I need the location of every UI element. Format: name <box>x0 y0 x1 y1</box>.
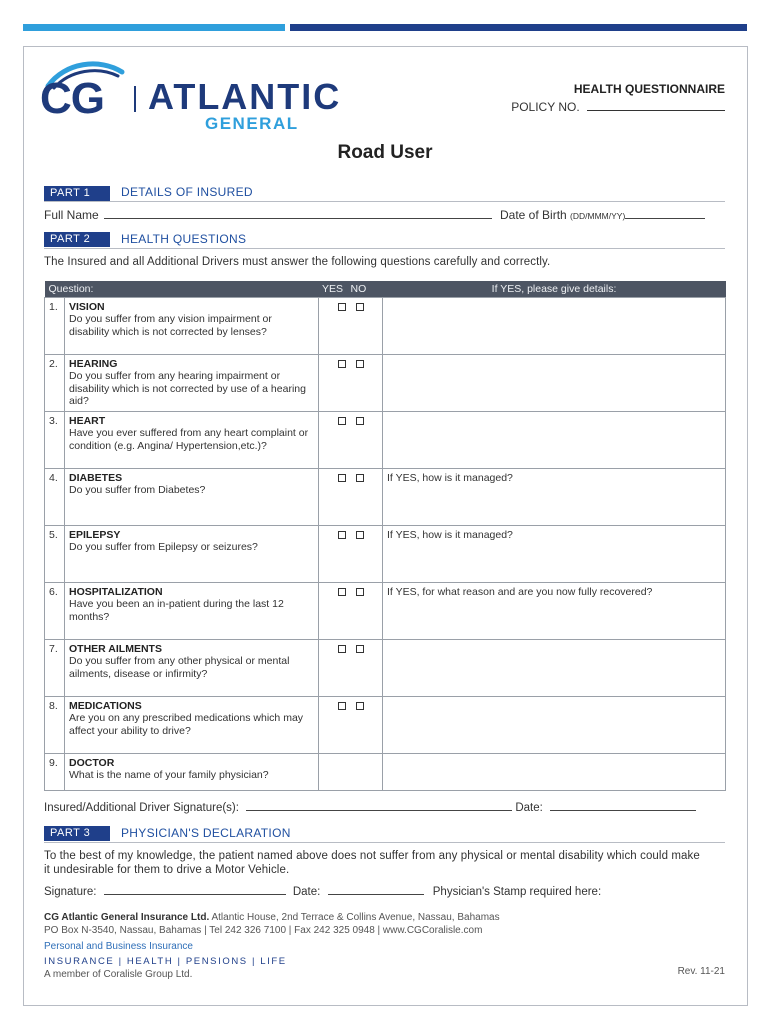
question-number: 7. <box>45 639 65 696</box>
footer-address1: Atlantic House, 2nd Terrace & Collins Avenue, Nassau, Bahamas <box>211 912 500 923</box>
no-checkbox[interactable] <box>356 360 364 368</box>
question-cell <box>65 753 319 790</box>
form-title: HEALTH QUESTIONNAIRE <box>573 82 725 96</box>
yes-no-cell-empty <box>319 753 383 790</box>
insured-date-label: Date: <box>515 802 543 814</box>
no-checkbox[interactable] <box>356 702 364 710</box>
table-row <box>45 525 726 582</box>
question-cell <box>65 354 319 411</box>
insured-signature-field <box>44 801 696 814</box>
question-text: What is the name of your family physician? <box>69 769 269 781</box>
details-cell[interactable] <box>383 753 726 790</box>
col-details-header: If YES, please give details: <box>383 281 726 297</box>
table-row <box>45 354 726 411</box>
health-questions-table <box>44 281 726 791</box>
part3-rule <box>44 842 725 843</box>
physician-signature-row <box>44 885 601 898</box>
part2-instructions: The Insured and all Additional Drivers must answer the following questions carefully and correctly. <box>44 256 551 268</box>
insured-date-input[interactable] <box>550 801 696 811</box>
physician-signature-input[interactable] <box>104 885 286 895</box>
question-text: Do you suffer from any other physical or mental ailments, disease or infirmity? <box>69 655 290 680</box>
no-checkbox[interactable] <box>356 303 364 311</box>
col-no-header: NO <box>347 281 383 297</box>
part1-tag: PART 1 <box>44 186 110 201</box>
question-cell <box>65 582 319 639</box>
col-yes-header: YES <box>319 281 347 297</box>
question-number: 6. <box>45 582 65 639</box>
no-checkbox[interactable] <box>356 474 364 482</box>
question-number: 9. <box>45 753 65 790</box>
logo-atlantic-text: ATLANTIC <box>148 76 342 117</box>
question-text: Do you suffer from any vision impairment or disability which is not corrected by lenses? <box>69 313 272 338</box>
yes-no-cell <box>319 354 383 411</box>
physician-date-label: Date: <box>292 886 321 898</box>
yes-no-cell <box>319 582 383 639</box>
yes-checkbox[interactable] <box>338 303 346 311</box>
footer-member: A member of Coralisle Group Ltd. <box>44 969 193 980</box>
table-row <box>45 639 726 696</box>
question-title: MEDICATIONS <box>69 699 142 712</box>
part1-label: DETAILS OF INSURED <box>121 185 253 199</box>
policy-number-label: POLICY NO. <box>511 100 580 114</box>
details-cell[interactable] <box>383 696 726 753</box>
question-title: DOCTOR <box>69 756 115 769</box>
question-cell <box>65 411 319 468</box>
yes-no-cell <box>319 639 383 696</box>
table-row <box>45 753 726 790</box>
details-cell[interactable] <box>383 297 726 354</box>
physician-declaration-text: To the best of my knowledge, the patient named above does not suffer from any physical or mental disability which could make it undesirable for them to drive a Motor Vehicle. <box>44 850 700 876</box>
footer-address-line1 <box>44 912 500 923</box>
full-name-field <box>44 208 492 222</box>
table-row <box>45 468 726 525</box>
logo-general-text: GENERAL <box>205 114 299 133</box>
policy-number-field <box>511 100 725 114</box>
question-cell <box>65 696 319 753</box>
question-number: 4. <box>45 468 65 525</box>
insured-signature-input[interactable] <box>246 801 512 811</box>
dob-input[interactable] <box>625 209 705 219</box>
part2-tag: PART 2 <box>44 232 110 247</box>
table-row <box>45 411 726 468</box>
yes-checkbox[interactable] <box>338 360 346 368</box>
details-cell[interactable] <box>383 525 726 582</box>
question-text: Have you been an in-patient during the last 12 months? <box>69 598 284 623</box>
full-name-input[interactable] <box>104 209 492 219</box>
question-title: HEART <box>69 414 106 427</box>
question-cell <box>65 297 319 354</box>
part3-tag: PART 3 <box>44 826 110 841</box>
question-number: 2. <box>45 354 65 411</box>
yes-checkbox[interactable] <box>338 531 346 539</box>
physician-stamp-label: Physician's Stamp required here: <box>432 886 602 898</box>
no-checkbox[interactable] <box>356 645 364 653</box>
policy-number-input[interactable] <box>587 101 725 111</box>
question-number: 1. <box>45 297 65 354</box>
part2-label: HEALTH QUESTIONS <box>121 232 247 246</box>
footer-segment: Personal and Business Insurance <box>44 941 193 952</box>
no-checkbox[interactable] <box>356 531 364 539</box>
top-accent-bar-light <box>23 24 285 31</box>
question-text: Do you suffer from Diabetes? <box>69 484 206 496</box>
table-header-row <box>45 281 726 297</box>
table-row <box>45 696 726 753</box>
full-name-label: Full Name <box>44 208 99 222</box>
yes-no-cell <box>319 297 383 354</box>
no-checkbox[interactable] <box>356 588 364 596</box>
dob-field <box>500 208 705 222</box>
yes-no-cell <box>319 696 383 753</box>
details-cell[interactable] <box>383 582 726 639</box>
yes-checkbox[interactable] <box>338 645 346 653</box>
details-prompt: If YES, how is it managed? <box>387 528 513 541</box>
question-number: 8. <box>45 696 65 753</box>
part3-label: PHYSICIAN'S DECLARATION <box>121 826 291 840</box>
details-cell[interactable] <box>383 639 726 696</box>
physician-date-input[interactable] <box>328 885 424 895</box>
yes-checkbox[interactable] <box>338 588 346 596</box>
yes-no-cell <box>319 468 383 525</box>
question-title: HOSPITALIZATION <box>69 585 163 598</box>
question-title: EPILEPSY <box>69 528 121 541</box>
page-title: Road User <box>337 142 433 163</box>
insured-signature-label: Insured/Additional Driver Signature(s): <box>44 802 239 814</box>
part2-rule <box>44 248 725 249</box>
part1-rule <box>44 201 725 202</box>
col-question-header: Question: <box>45 281 319 297</box>
physician-signature-label: Signature: <box>44 886 97 898</box>
details-prompt: If YES, how is it managed? <box>387 471 513 484</box>
question-title: DIABETES <box>69 471 123 484</box>
question-cell <box>65 525 319 582</box>
revision-label: Rev. 11-21 <box>677 966 725 977</box>
question-text: Have you ever suffered from any heart complaint or condition (e.g. Angina/ Hypertension,etc.)? <box>69 427 309 452</box>
company-logo <box>40 58 370 138</box>
dob-label: Date of Birth <box>500 208 567 222</box>
yes-checkbox[interactable] <box>338 474 346 482</box>
footer-address-line2: PO Box N-3540, Nassau, Bahamas | Tel 242 326 7100 | Fax 242 325 0948 | www.CGCoralisle.com <box>44 925 483 936</box>
table-row <box>45 297 726 354</box>
yes-no-cell <box>319 411 383 468</box>
top-accent-bar-dark <box>290 24 747 31</box>
logo-divider <box>134 86 136 112</box>
question-number: 3. <box>45 411 65 468</box>
footer-company-name: CG Atlantic General Insurance Ltd. <box>44 912 210 923</box>
question-text: Do you suffer from Epilepsy or seizures? <box>69 541 258 553</box>
question-text: Do you suffer from any hearing impairment or disability which is not corrected by use of a hearing aid? <box>69 370 306 407</box>
yes-no-cell <box>319 525 383 582</box>
dob-format-hint: (DD/MMM/YY) <box>570 211 626 221</box>
question-title: HEARING <box>69 357 118 370</box>
footer-business-lines: INSURANCE | HEALTH | PENSIONS | LIFE <box>44 956 287 967</box>
table-row <box>45 582 726 639</box>
question-number: 5. <box>45 525 65 582</box>
question-cell <box>65 468 319 525</box>
no-checkbox[interactable] <box>356 417 364 425</box>
question-text: Are you on any prescribed medications which may affect your ability to drive? <box>69 712 304 737</box>
details-cell[interactable] <box>383 468 726 525</box>
logo-cg-text: CG <box>40 74 104 123</box>
yes-checkbox[interactable] <box>338 702 346 710</box>
details-cell[interactable] <box>383 354 726 411</box>
question-cell <box>65 639 319 696</box>
details-cell[interactable] <box>383 411 726 468</box>
question-title: OTHER AILMENTS <box>69 642 162 655</box>
details-prompt: If YES, for what reason and are you now fully recovered? <box>387 585 653 598</box>
question-title: VISION <box>69 300 105 313</box>
yes-checkbox[interactable] <box>338 417 346 425</box>
